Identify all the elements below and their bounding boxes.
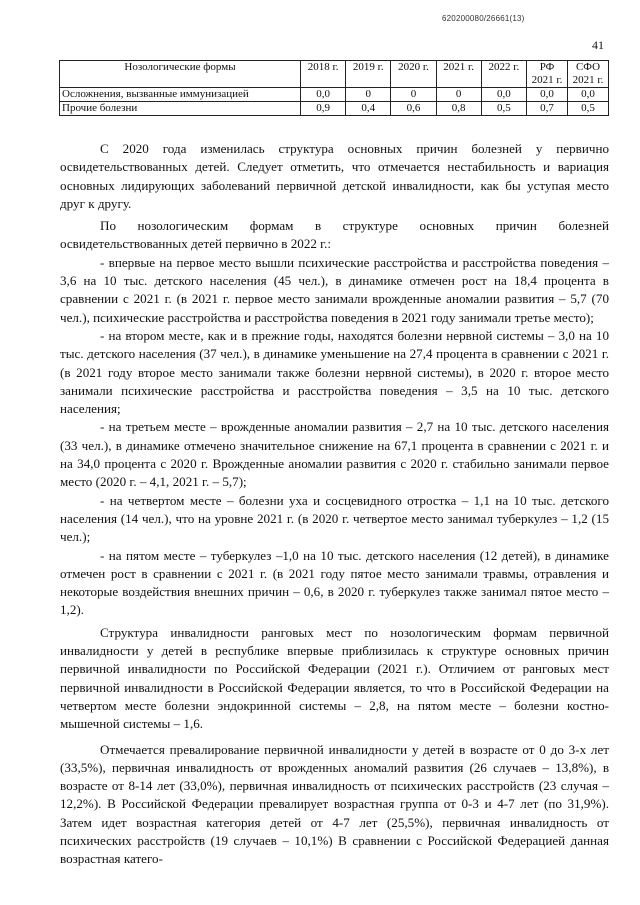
table-cell: Осложнения, вызванные иммунизацией [60, 88, 301, 102]
table-cell: 0 [391, 88, 436, 102]
list-item-fourth-place: - на четвертом месте – болезни уха и сосцевидного отростка – 1,1 на 10 тыс. детского населения (14 чел.), что на уровне 2021 г. (в 2020 г. четвертое место занимал туберкулез – 1,2 (15 чел.); [60, 492, 609, 545]
paragraph-rank-structure: Структура инвалидности ранговых мест по нозологическим формам первичной инвалидности у детей в республике впервые приблизилась к структуре основных причин первичной инвалидности по Российской Федерации (2021 г.). Отличием от ранговых мест первичной инвалидности в Российской Федерации является, то что в Российской Федерации на четвертом месте болезни эндокринной системы – 2,8, на пятом месте – болезни костно-мышечной системы – 1,6. [60, 624, 609, 732]
table-cell: 0,8 [436, 102, 481, 116]
nosology-table [59, 60, 609, 116]
column-header-2019: 2019 г. [346, 61, 391, 88]
document-id: 620200080/26661(13) [442, 14, 525, 23]
list-item-first-place: - впервые на первое место вышли психические расстройства и расстройства поведения – 3,6 на 10 тыс. детского населения (45 чел.), в динамике отмечен рост на 18,4 процента в сравнении с 2021 г. (в 2021 г. первое место занимали врожденные аномалии развития – 5,7 (70 чел.), психические расстройства и расстройства поведения в 2021 году занимали третье место); [60, 254, 609, 325]
table-cell: 0,0 [568, 88, 609, 102]
column-header-rf-2021: РФ 2021 г. [527, 61, 568, 88]
table-cell: 0,0 [527, 88, 568, 102]
column-header-2021: 2021 г. [436, 61, 481, 88]
table-cell: 0,6 [391, 102, 436, 116]
list-item-second-place: - на втором месте, как и в прежние годы, находятся болезни нервной системы – 3,0 на 10 тыс. детского населения (37 чел.), в динамике уменьшение на 27,4 процента в сравнении с 2021 г. (в 2021 году второе место занимали также болезни нервной системы), в 2020 г. второе место занимали психические расстройства и расстройства поведения – 3,5 на 10 тыс. детского населения; [60, 327, 609, 417]
page-number: 41 [592, 38, 604, 52]
table-row [60, 102, 609, 116]
paragraph-nosology-intro: По нозологическим формам в структуре основных причин болезней освидетельствованных детей первично в 2022 г.: [60, 218, 609, 252]
table-cell: 0,4 [346, 102, 391, 116]
list-item-third-place: - на третьем месте – врожденные аномалии развития – 2,7 на 10 тыс. детского населения (33 чел.), в динамике отмечено значительное снижение на 67,1 процента в сравнении с 2021 г. и на 34,0 процента с 2020 г. Врожденные аномалии развития с 2020 г. стабильно занимали первое место (2020 г. – 4,1, 2021 г. – 5,7); [60, 419, 609, 490]
table-header-row [60, 61, 609, 88]
table-cell: 0,0 [301, 88, 346, 102]
document-body [60, 140, 609, 869]
column-header-nosology: Нозологические формы [60, 61, 301, 88]
table-cell: Прочие болезни [60, 102, 301, 116]
column-header-sfo-2021: СФО 2021 г. [568, 61, 609, 88]
table-row [60, 88, 609, 102]
table-cell: 0,9 [301, 102, 346, 116]
column-header-2018: 2018 г. [301, 61, 346, 88]
table-cell: 0 [346, 88, 391, 102]
column-header-2020: 2020 г. [391, 61, 436, 88]
table-cell: 0,5 [481, 102, 526, 116]
table-cell: 0,7 [527, 102, 568, 116]
table-cell: 0,0 [481, 88, 526, 102]
paragraph-age-groups: Отмечается превалирование первичной инвалидности у детей в возрасте от 0 до 3-х лет (33,5%), первичная инвалидность от врожденных аномалий развития (26 случаев – 13,8%), в возрасте от 8-14 лет (33,0%), первичная инвалидность от психических расстройств (23 случая – 12,2%). В Российской Федерации превалирует возрастная группа от 0-3 и 4-7 лет (по 31,9%). Затем идет возрастная категория детей от 4-7 лет (25,5%), первичная инвалидность от психических расстройств (19 случаев – 10,1%) В сравнении с Российской Федерацией данная возрастная катего- [60, 741, 609, 867]
column-header-2022: 2022 г. [481, 61, 526, 88]
list-item-fifth-place: - на пятом месте – туберкулез –1,0 на 10 тыс. детского населения (12 детей), в динамике отмечен рост в сравнении с 2021 г. (в 2021 году пятое место занимали травмы, отравления и некоторые воздействия внешних причин – 0,6, в 2020 г. туберкулез также занимал пятое место – 1,2). [60, 547, 609, 618]
table-cell: 0,5 [568, 102, 609, 116]
table-cell: 0 [436, 88, 481, 102]
paragraph-structure-change: С 2020 года изменилась структура основных причин болезней у первично освидетельствованных детей. Следует отметить, что отмечается нестабильность и вариация основных лидирующих заболеваний первичной детской инвалидности, как бы уступая место друг к другу. [60, 141, 609, 211]
